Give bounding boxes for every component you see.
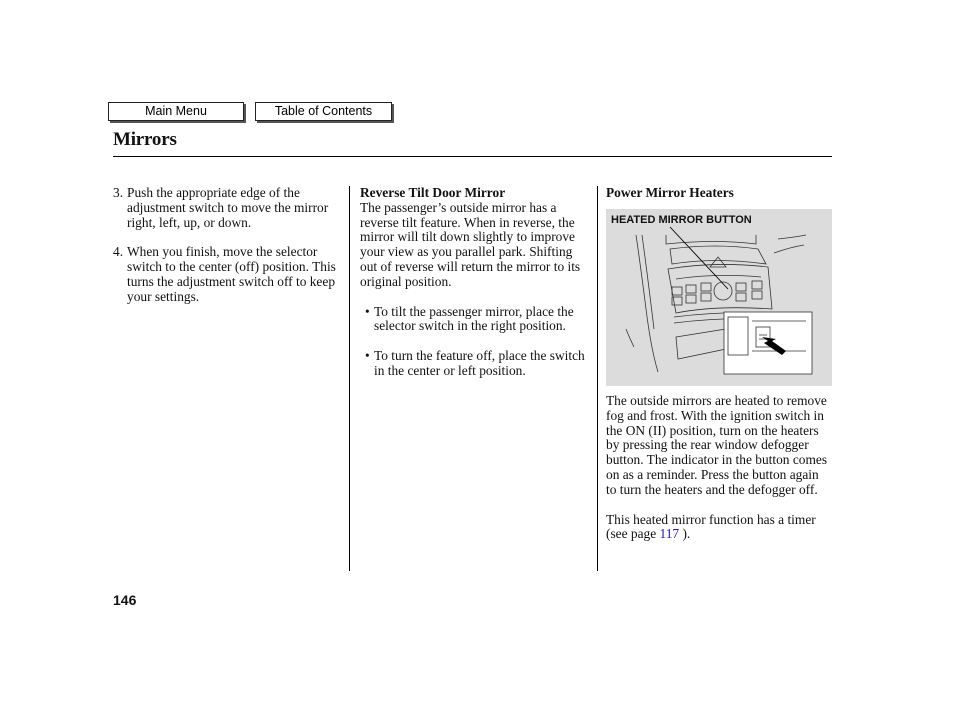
bullet-text: To tilt the passenger mirror, place the selector switch in the right position. — [374, 303, 574, 334]
section-paragraph — [606, 513, 832, 543]
section-heading: Reverse Tilt Door Mirror — [360, 185, 506, 200]
bullet-item — [360, 349, 592, 379]
dashboard-drawing — [606, 209, 832, 386]
bullet-item — [360, 305, 592, 335]
title-divider — [113, 156, 832, 157]
bullet-text: To turn the feature off, place the switch in the center or left position. — [374, 348, 585, 378]
section-paragraph: The outside mirrors are heated to remove fog and frost. With the ignition switch in the ON (II) position, turn on the heaters by pressing the rear window defogger button. The indicator in the button comes on as a reminder. Press the button again to turn the heaters and the defogger off. — [606, 393, 828, 497]
step-number: 4. — [113, 244, 124, 260]
step-text: Push the appropriate edge of the adjustment switch to move the mirror right, left, up, or down. — [127, 185, 329, 230]
step-item — [113, 186, 345, 230]
column-steps — [113, 186, 345, 320]
page-number: 146 — [113, 592, 137, 608]
table-of-contents-button[interactable]: Table of Contents — [255, 102, 392, 121]
column-divider — [597, 186, 598, 571]
heated-mirror-button-illustration — [606, 209, 832, 386]
section-paragraph: The passenger’s outside mirror has a reverse tilt feature. When in reverse, the mirror will tilt down slightly to improve your view as you parallel park. Shifting out of reverse will return the mirror to its original position. — [360, 199, 581, 289]
bullet-dot: • — [365, 348, 370, 364]
bullet-dot: • — [365, 303, 370, 319]
column-divider — [349, 186, 350, 571]
column-reverse-tilt — [360, 186, 592, 394]
step-text: When you finish, move the selector switch to the center (off) position. This turns the adjustment switch off to keep your settings. — [127, 244, 336, 304]
main-menu-button[interactable]: Main Menu — [108, 102, 244, 121]
page-title: Mirrors — [113, 129, 177, 150]
column-mirror-heaters-text — [606, 394, 832, 557]
step-item — [113, 245, 345, 304]
section-heading: Power Mirror Heaters — [606, 185, 734, 200]
figure-label: HEATED MIRROR BUTTON — [611, 214, 752, 226]
column-mirror-heaters — [606, 186, 832, 201]
paragraph-text: ). — [679, 526, 691, 542]
page-reference-link[interactable]: 117 — [659, 526, 680, 542]
paragraph-text: This heated mirror function has a timer (see page — [606, 511, 816, 542]
step-number: 3. — [113, 185, 124, 200]
